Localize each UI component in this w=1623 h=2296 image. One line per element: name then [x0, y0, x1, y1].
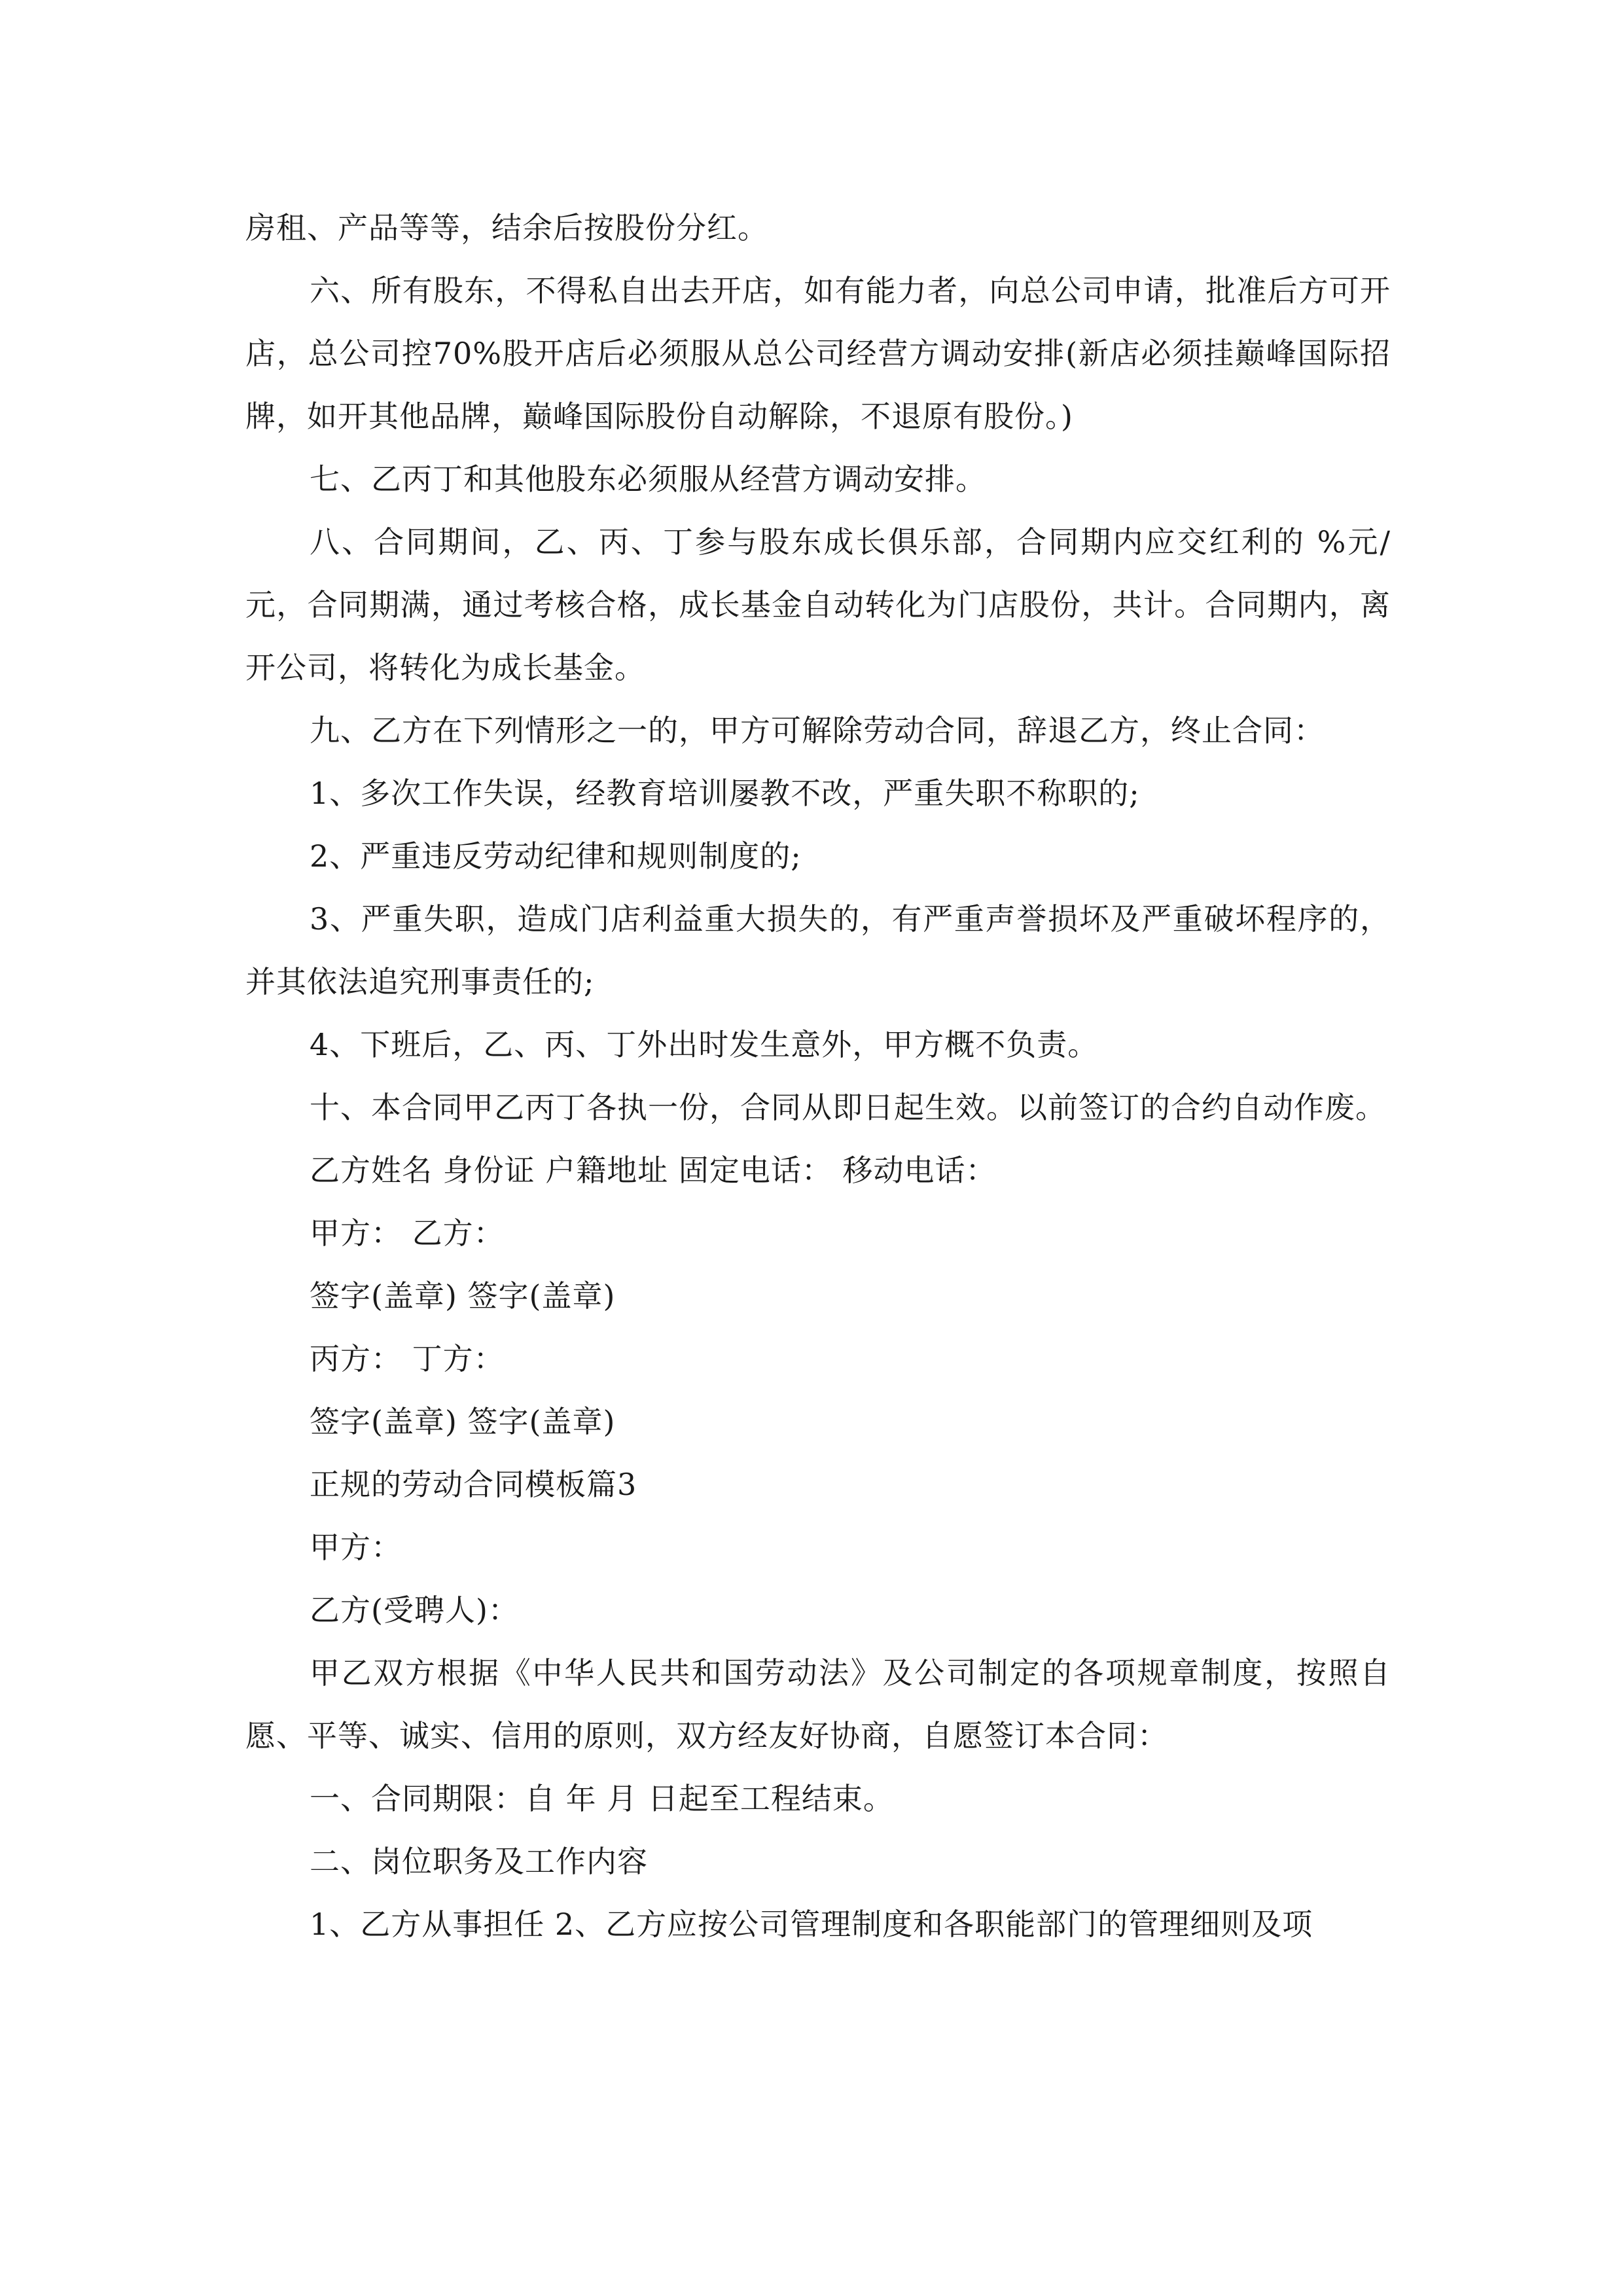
- paragraph-job-heading: 二、岗位职务及工作内容: [310, 1844, 648, 1879]
- paragraph-clause-9-item-4: 4、下班后，乙、丙、丁外出时发生意外，甲方概不负责。: [310, 1027, 1099, 1062]
- paragraph-clause-6: 六、所有股东，不得私自出去开店，如有能力者，向总公司申请，批准后方可开店，总公司控70%股开店后必须服从总公司经营方调动安排(新店必须挂巅峰国际招牌，如开其他品牌，巅峰国际股份自动解除，不退原有股份。): [245, 273, 1391, 434]
- party-b-label: 乙方(受聘人)：: [310, 1592, 519, 1628]
- party-a-label: 甲方：: [310, 1530, 402, 1565]
- paragraph-contract-term: 一、合同期限：自 年 月 日起至工程结束。: [310, 1781, 894, 1816]
- paragraph-profit-sharing: 房租、产品等等，结余后按股份分红。: [245, 210, 768, 245]
- signature-line-2: 签字(盖章) 签字(盖章): [310, 1404, 616, 1439]
- party-c-d-line: 丙方： 丁方：: [310, 1341, 505, 1376]
- paragraph-clause-8: 八、合同期间，乙、丙、丁参与股东成长俱乐部，合同期内应交红利的 %元/元，合同期满，通过考核合格，成长基金自动转化为门店股份，共计。合同期内，离开公司，将转化为成长基金。: [245, 524, 1391, 685]
- paragraph-preamble: 甲乙双方根据《中华人民共和国劳动法》及公司制定的各项规章制度，按照自愿、平等、诚实、信用的原则，双方经友好协商，自愿签订本合同：: [245, 1655, 1391, 1753]
- party-b-info-line: 乙方姓名 身份证 户籍地址 固定电话： 移动电话：: [310, 1153, 997, 1188]
- paragraph-clause-9: 九、乙方在下列情形之一的，甲方可解除劳动合同，辞退乙方，终止合同：: [310, 713, 1325, 748]
- paragraph-clause-7: 七、乙丙丁和其他股东必须服从经营方调动安排。: [310, 461, 986, 497]
- paragraph-clause-9-item-1: 1、多次工作失误，经教育培训屡教不改，严重失职不称职的;: [310, 776, 1140, 811]
- section-heading-template-3: 正规的劳动合同模板篇3: [310, 1467, 637, 1502]
- signature-line-1: 签字(盖章) 签字(盖章): [310, 1278, 616, 1314]
- party-a-b-line: 甲方： 乙方：: [310, 1215, 505, 1251]
- document-body: [245, 196, 1391, 1956]
- paragraph-job-item-1: 1、乙方从事担任 2、乙方应按公司管理制度和各职能部门的管理细则及项: [310, 1907, 1313, 1942]
- paragraph-clause-9-item-3: 3、严重失职，造成门店利益重大损失的，有严重声誉损坏及严重破坏程序的，并其依法追究刑事责任的;: [245, 901, 1391, 999]
- paragraph-clause-10: 十、本合同甲乙丙丁各执一份，合同从即日起生效。以前签订的合约自动作废。: [310, 1090, 1386, 1125]
- paragraph-clause-9-item-2: 2、严重违反劳动纪律和规则制度的;: [310, 838, 802, 874]
